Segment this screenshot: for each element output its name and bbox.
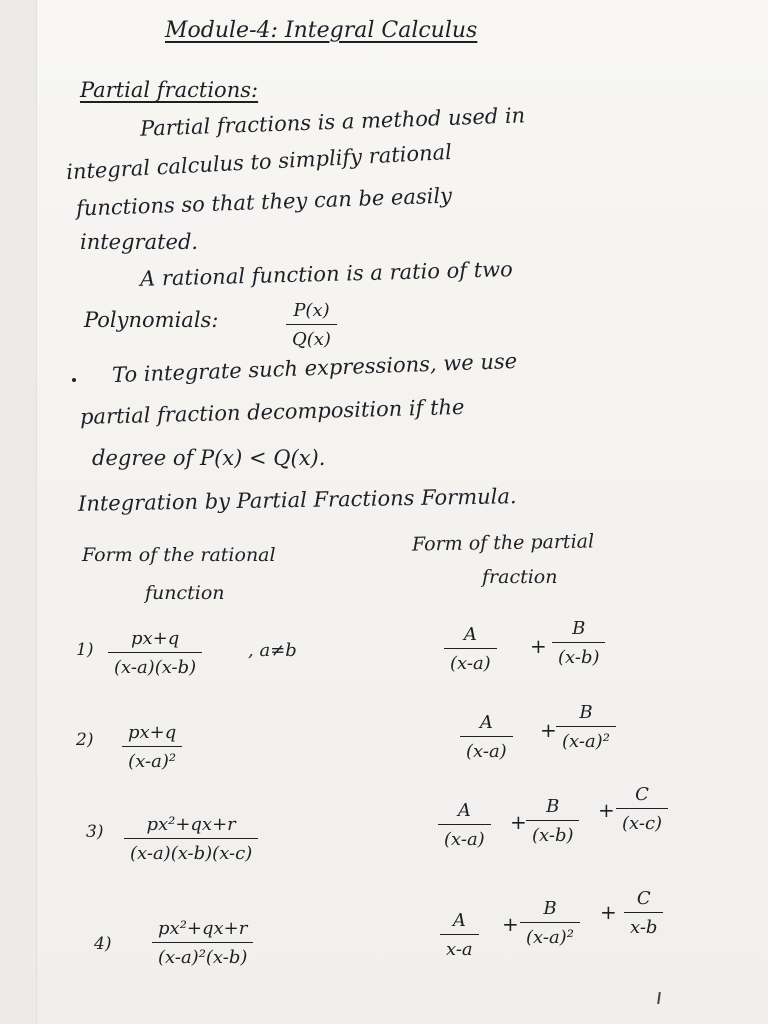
section-heading: Partial fractions: <box>80 78 259 102</box>
ratio-numerator: P(x) <box>293 300 330 321</box>
paragraph-line-7: To integrate such expressions, we use <box>111 348 518 388</box>
plus-sign: + <box>600 900 617 924</box>
term-numerator: B <box>579 702 593 723</box>
row-1-label: 1) <box>76 640 94 660</box>
row-4-term-b <box>520 898 580 948</box>
row-3-lhs <box>124 814 258 864</box>
term-numerator: A <box>463 624 477 645</box>
row-3-lhs-den: (x-a)(x-b)(x-c) <box>130 843 253 864</box>
term-numerator: A <box>452 910 466 931</box>
term-numerator: A <box>457 800 471 821</box>
paragraph-line-10: Integration by Partial Fractions Formula. <box>77 484 517 516</box>
page-margin <box>0 0 37 1024</box>
plus-sign: + <box>540 718 557 742</box>
term-numerator: B <box>546 796 560 817</box>
plus-sign: + <box>598 798 615 822</box>
term-denominator: (x-a) <box>466 741 507 762</box>
term-denominator: (x-a) <box>450 653 491 674</box>
term-numerator: A <box>479 712 493 733</box>
row-4-term-c <box>624 888 663 938</box>
term-denominator: x-a <box>446 939 473 960</box>
col1-header-b: function <box>145 582 225 604</box>
paragraph-line-3: functions so that they can be easily <box>75 183 453 221</box>
row-2-lhs-num: px+q <box>128 722 177 743</box>
plus-sign: + <box>530 634 547 658</box>
row-3-term-a <box>438 800 491 850</box>
row-1-condition: , a≠b <box>248 640 297 661</box>
col2-header-a: Form of the partial <box>411 530 595 556</box>
col1-header-a: Form of the rational <box>82 544 276 566</box>
row-1-lhs <box>108 628 202 678</box>
paragraph-line-8: partial fraction decomposition if the <box>79 394 465 430</box>
row-2-term-a <box>460 712 513 762</box>
term-denominator: (x-a) <box>444 829 485 850</box>
row-3-term-c <box>616 784 668 834</box>
paragraph-line-5: A rational function is a ratio of two <box>139 257 514 291</box>
row-1-term-b <box>552 618 605 668</box>
row-3-lhs-num: px²+qx+r <box>146 814 236 835</box>
plus-sign: + <box>502 912 519 936</box>
ratio-fraction <box>286 300 337 350</box>
bullet-dot <box>72 378 76 382</box>
paragraph-line-6: Polynomials: <box>84 308 219 332</box>
row-1-term-a <box>444 624 497 674</box>
paragraph-line-9: degree of P(x) < Q(x). <box>92 446 326 470</box>
pen-mark <box>657 992 661 1004</box>
row-1-lhs-num: px+q <box>130 628 180 649</box>
row-4-lhs-num: px²+qx+r <box>158 918 248 939</box>
ratio-denominator: Q(x) <box>292 329 331 350</box>
paragraph-line-1: Partial fractions is a method used in <box>139 103 526 141</box>
term-denominator: (x-a)² <box>526 927 574 948</box>
term-denominator: (x-c) <box>622 813 663 834</box>
term-numerator: C <box>636 888 651 909</box>
term-denominator: (x-b) <box>532 825 574 846</box>
term-denominator: (x-b) <box>558 647 600 668</box>
term-denominator: (x-a)² <box>562 731 610 752</box>
page-title: Module-4: Integral Calculus <box>165 18 478 43</box>
row-2-term-b <box>556 702 616 752</box>
paragraph-line-2: integral calculus to simplify rational <box>65 139 453 185</box>
row-4-lhs-den: (x-a)²(x-b) <box>158 947 248 968</box>
term-numerator: C <box>635 784 649 805</box>
row-2-lhs <box>122 722 182 772</box>
paragraph-line-4: integrated. <box>80 230 199 254</box>
row-2-lhs-den: (x-a)² <box>128 751 177 772</box>
plus-sign: + <box>510 810 527 834</box>
term-numerator: B <box>543 898 557 919</box>
row-3-term-b <box>526 796 579 846</box>
row-3-label: 3) <box>86 822 104 842</box>
col2-header-b: fraction <box>482 566 558 588</box>
row-4-term-a <box>440 910 479 960</box>
term-denominator: x-b <box>630 917 658 938</box>
row-2-label: 2) <box>76 730 94 750</box>
row-1-lhs-den: (x-a)(x-b) <box>114 657 197 678</box>
row-4-label: 4) <box>94 934 112 954</box>
term-numerator: B <box>572 618 586 639</box>
row-4-lhs <box>152 918 253 968</box>
